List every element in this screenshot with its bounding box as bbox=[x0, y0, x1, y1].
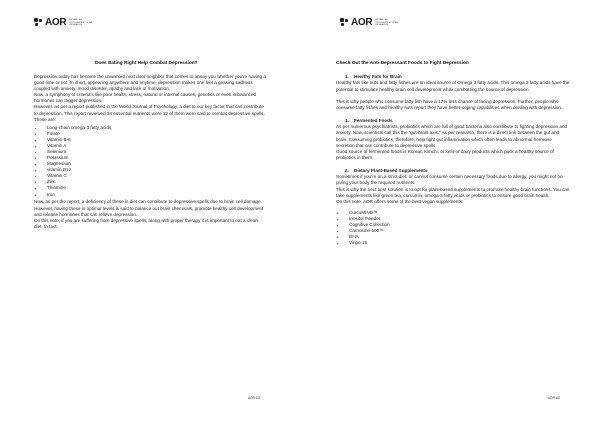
logo-word: AOR bbox=[351, 17, 373, 28]
list-item: • Zinc bbox=[44, 179, 267, 185]
list-item: • Thiamine bbox=[44, 185, 267, 191]
list-item: • Vitamin C bbox=[44, 173, 267, 179]
logo-tagline: ADVANCED ORTHOMOLECULAR RESEARCH bbox=[69, 19, 93, 27]
list-item: • Iron bbox=[44, 192, 267, 198]
list-item: • Inositol Powder bbox=[346, 216, 570, 222]
logo-word: AOR bbox=[45, 17, 67, 28]
list-item: • CurcuMIND™ bbox=[346, 210, 570, 216]
section-heading: 1. Fermented Foods bbox=[345, 117, 393, 123]
list-item: • Vitamin A bbox=[44, 143, 267, 149]
list-item: • Folate bbox=[44, 131, 267, 137]
list-item: • Cognitive Collection bbox=[346, 222, 570, 228]
left-page-title: Does Eating Right Help Combat Depression? bbox=[95, 61, 198, 66]
paragraph: On this note, if you are suffering from depressive spells, along with proper therapy it is important to eat a clean diet. In fact, bbox=[34, 217, 258, 229]
paragraph: Now, a symphony of criteria’s like poor health, stress, natural or internal causes, genetics or even imbalanced hormones can trigger depression. bbox=[34, 92, 257, 104]
paragraph: As per numerous psychiatrists, probiotics which are full of good bacteria also contribute to fighting depression and anxiety. Now, scientists call this the “gut-brain axis.” As per research, there is a direct link between the gut and brain. Consuming probiotics, therefore, help fight gut inflammation which often leads to abnormal hormone secretion that can contribute to depressive spells. bbox=[336, 124, 568, 148]
section-heading: 2. Dietary Plant-Based Supplements bbox=[345, 167, 428, 173]
page-footer: AOR.US bbox=[248, 396, 261, 400]
right-page-title: Check Out the Anti-Depressant Foods to Fight Depression bbox=[336, 61, 469, 66]
list-item: • Selenium bbox=[44, 149, 267, 155]
list-item: • Potassium bbox=[44, 155, 267, 161]
list-item: • Vinpo 15 bbox=[346, 240, 570, 246]
paragraph: This is why people who consume fatty fish have a 17% less chance of facing depression. Further, people who consume fatty fishes and healthy nuts report they have better-coping capabilities when dealing with depression. bbox=[336, 98, 563, 110]
paragraph: Sometimes if you’re on a strict diet, or cannot consume certain necessary foods due to allergy, you might not be giving your body the required nutrients. bbox=[336, 174, 563, 186]
right-body bbox=[336, 73, 570, 248]
list-item: • Vitamin B-6 bbox=[44, 137, 267, 143]
paragraph: Good source of fermented foods is Korean Kimchi, or kefir or dairy products which pack a healthy source of probiotics in them. bbox=[336, 148, 554, 160]
paragraph: These are: bbox=[34, 116, 56, 122]
paragraph: However, as per a report published in the World Journal of Psychology, a diet to our key factor that can contribute to depression. This report reviewed 34 essential nutrients were 12 of them were said to combat depressive spells. bbox=[34, 104, 265, 116]
list-item: • vitamin B12 bbox=[44, 167, 267, 173]
list-item: • Carnosine-500™ bbox=[346, 228, 570, 234]
logo-mark-icon bbox=[34, 18, 44, 28]
aor-logo bbox=[340, 18, 398, 28]
list-item: • Magnesium bbox=[44, 161, 267, 167]
logo-tagline: ADVANCED ORTHOMOLECULAR RESEARCH bbox=[375, 19, 399, 27]
page-footer: AOR.US bbox=[548, 396, 561, 400]
list-item: • Long-chain omega-3 fatty acids, bbox=[44, 125, 267, 131]
section-heading: 1. Healthy Fats for Brain bbox=[345, 74, 402, 79]
supplement-list bbox=[336, 210, 570, 247]
paragraph: Healthy fats like nuts and fatty fishes are an ideal source of Omega 3 fatty acids. This omega 3 fatty acids have the potential to stimulate healthy brain cell development while combatting the source of depression. bbox=[336, 80, 570, 92]
nutrient-list bbox=[34, 125, 267, 198]
left-body bbox=[34, 74, 267, 230]
logo-mark-icon bbox=[340, 18, 350, 28]
paragraph: Depression today has become the unwanted next door neighbor that comes to annoy you whether you’re having a good time or not. In short, appearing anywhere and anytime, depression makes one feel a growing sadness coupled with anxiety, mood disorder, apathy and lack of motivation. bbox=[34, 74, 266, 92]
paragraph: This is why the next best solution is to opt for plant-based supplements to promote healthy brain functions. You can take supplements like green tea, curcumin, omega-3 fatty acids or probiotics to ensure good brain health. bbox=[336, 186, 570, 198]
paragraph: Now, as per the report, a deficiency of these in diet can contribute to depressive spells due to brain cell damage. However, having these in optimal levels is said to balance out brain chemicals, promote healthy cell development and release hormones that can relieve depression. bbox=[34, 199, 264, 217]
list-item: • DHA bbox=[346, 234, 570, 240]
paragraph: On this note, AOR offers some of the best vegan supplements: bbox=[336, 198, 464, 204]
aor-logo bbox=[34, 18, 92, 28]
right-page bbox=[300, 0, 600, 424]
